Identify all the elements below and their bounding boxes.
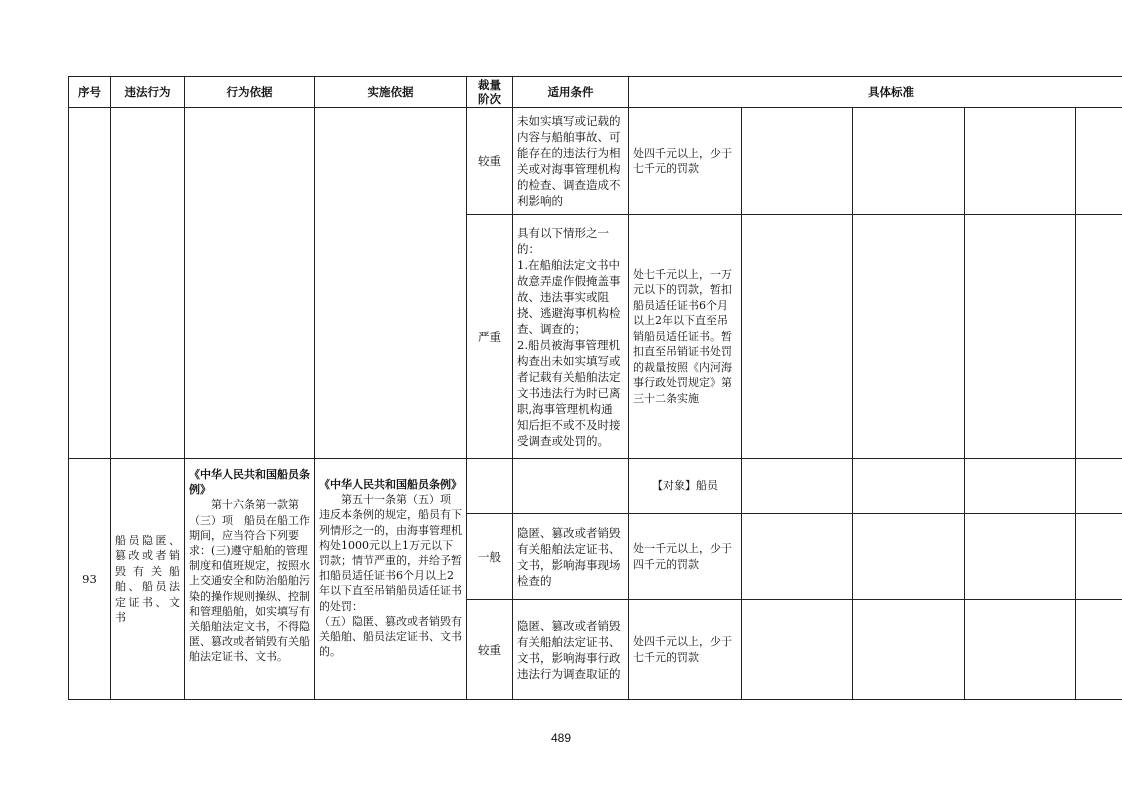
- level-cell: 较重: [467, 600, 513, 700]
- header-condition: 适用条件: [513, 77, 629, 108]
- empty-cell: [1076, 514, 1122, 600]
- empty-cell: [965, 459, 1076, 514]
- empty-cell: [742, 108, 853, 215]
- impl-basis-text: 第五十一条第（五）项 违反本条例的规定，船员有下列情形之一的，由海事管理机构处1000元以上1万元以下罚款；情节严重的，并给予暂扣船员适任证书6个月以上2年以下直至吊销船员适任证书的处罚：: [319, 493, 462, 613]
- empty-cell: [853, 514, 965, 600]
- empty-cell: [467, 459, 513, 514]
- table-row: [69, 108, 1122, 215]
- empty-cell: [742, 459, 853, 514]
- empty-cell: [965, 600, 1076, 700]
- impl-basis-text-2: （五）隐匿、篡改或者销毁有关船舶、船员法定证书、文书的。: [319, 614, 462, 659]
- condition-cell: 隐匿、篡改或者销毁有关船舶法定证书、文书，影响海事行政违法行为调查取证的: [513, 600, 629, 700]
- empty-cell: [1076, 215, 1122, 459]
- condition-cell: 隐匿、篡改或者销毁有关船舶法定证书、文书，影响海事现场检查的: [513, 514, 629, 600]
- act-basis-title: 《中华人民共和国船员条例》: [189, 468, 310, 497]
- empty-cell: [853, 459, 965, 514]
- header-impl-basis: 实施依据: [315, 77, 467, 108]
- prev-violation-cell: [111, 108, 185, 459]
- condition-cell: 未如实填写或记载的内容与船舶事故、可能存在的违法行为相关或对海事管理机构的检查、调查造成不利影响的: [513, 108, 629, 215]
- empty-cell: [742, 600, 853, 700]
- header-act-basis: 行为依据: [185, 77, 315, 108]
- prev-seq-cell: [69, 108, 111, 459]
- act-basis-cell: [185, 459, 315, 700]
- empty-cell: [965, 108, 1076, 215]
- act-basis-text: 第十六条第一款第（三）项 船员在船工作期间，应当符合下列要求：(三)遵守船舶的管理制度和值班规定，按照水上交通安全和防治船舶污染的操作规则操纵、控制和管理船舶，如实填写有关船舶法定文书，不得隐匿、篡改或者销毁有关船舶法定证书、文书。: [189, 498, 310, 664]
- empty-cell: [1076, 108, 1122, 215]
- empty-cell: [1076, 459, 1122, 514]
- standard-cell: 处七千元以上，一万元以下的罚款，暂扣船员适任证书6个月以上2年以下直至吊销船员适任证书。暂扣直至吊销证书处罚的裁量按照《内河海事行政处罚规定》第三十二条实施: [629, 215, 742, 459]
- header-row: [69, 77, 1122, 108]
- empty-cell: [853, 108, 965, 215]
- penalty-table: [68, 76, 1122, 700]
- object-cell: 【对象】船员: [629, 459, 742, 514]
- violation-cell: 船员隐匿、篡改或者销毁有关船舶、船员法定证书、文书: [111, 459, 185, 700]
- page-number: 489: [550, 731, 572, 745]
- condition-cell: 具有以下情形之一的： 1.在船舶法定文书中故意弄虚作假掩盖事故、违法事实或阻挠、逃避海事机构检查、调查的； 2.船员被海事管理机构查出未如实填写或者记载有关船舶法定文书违法行为时已离职,海事管理机构通知后拒不或不及时接受调查或处罚的。: [513, 215, 629, 459]
- empty-cell: [853, 600, 965, 700]
- level-cell: 严重: [467, 215, 513, 459]
- header-standard: 具体标准: [629, 77, 1122, 108]
- level-cell: 较重: [467, 108, 513, 215]
- table-row: [69, 459, 1122, 514]
- seq-cell: 93: [69, 459, 111, 700]
- impl-basis-cell: [315, 459, 467, 700]
- level-cell: 一般: [467, 514, 513, 600]
- empty-cell: [853, 215, 965, 459]
- header-level: 裁量 阶次: [467, 77, 513, 108]
- standard-cell: 处四千元以上，少于七千元的罚款: [629, 600, 742, 700]
- empty-cell: [965, 514, 1076, 600]
- empty-cell: [965, 215, 1076, 459]
- impl-basis-title: 《中华人民共和国船员条例》: [319, 478, 462, 491]
- standard-cell: 处一千元以上，少于四千元的罚款: [629, 514, 742, 600]
- empty-cell: [513, 459, 629, 514]
- prev-act-basis-cell: [185, 108, 315, 459]
- standard-cell: 处四千元以上，少于七千元的罚款: [629, 108, 742, 215]
- header-seq: 序号: [69, 77, 111, 108]
- empty-cell: [742, 215, 853, 459]
- prev-impl-basis-cell: [315, 108, 467, 459]
- empty-cell: [742, 514, 853, 600]
- header-violation: 违法行为: [111, 77, 185, 108]
- empty-cell: [1076, 600, 1122, 700]
